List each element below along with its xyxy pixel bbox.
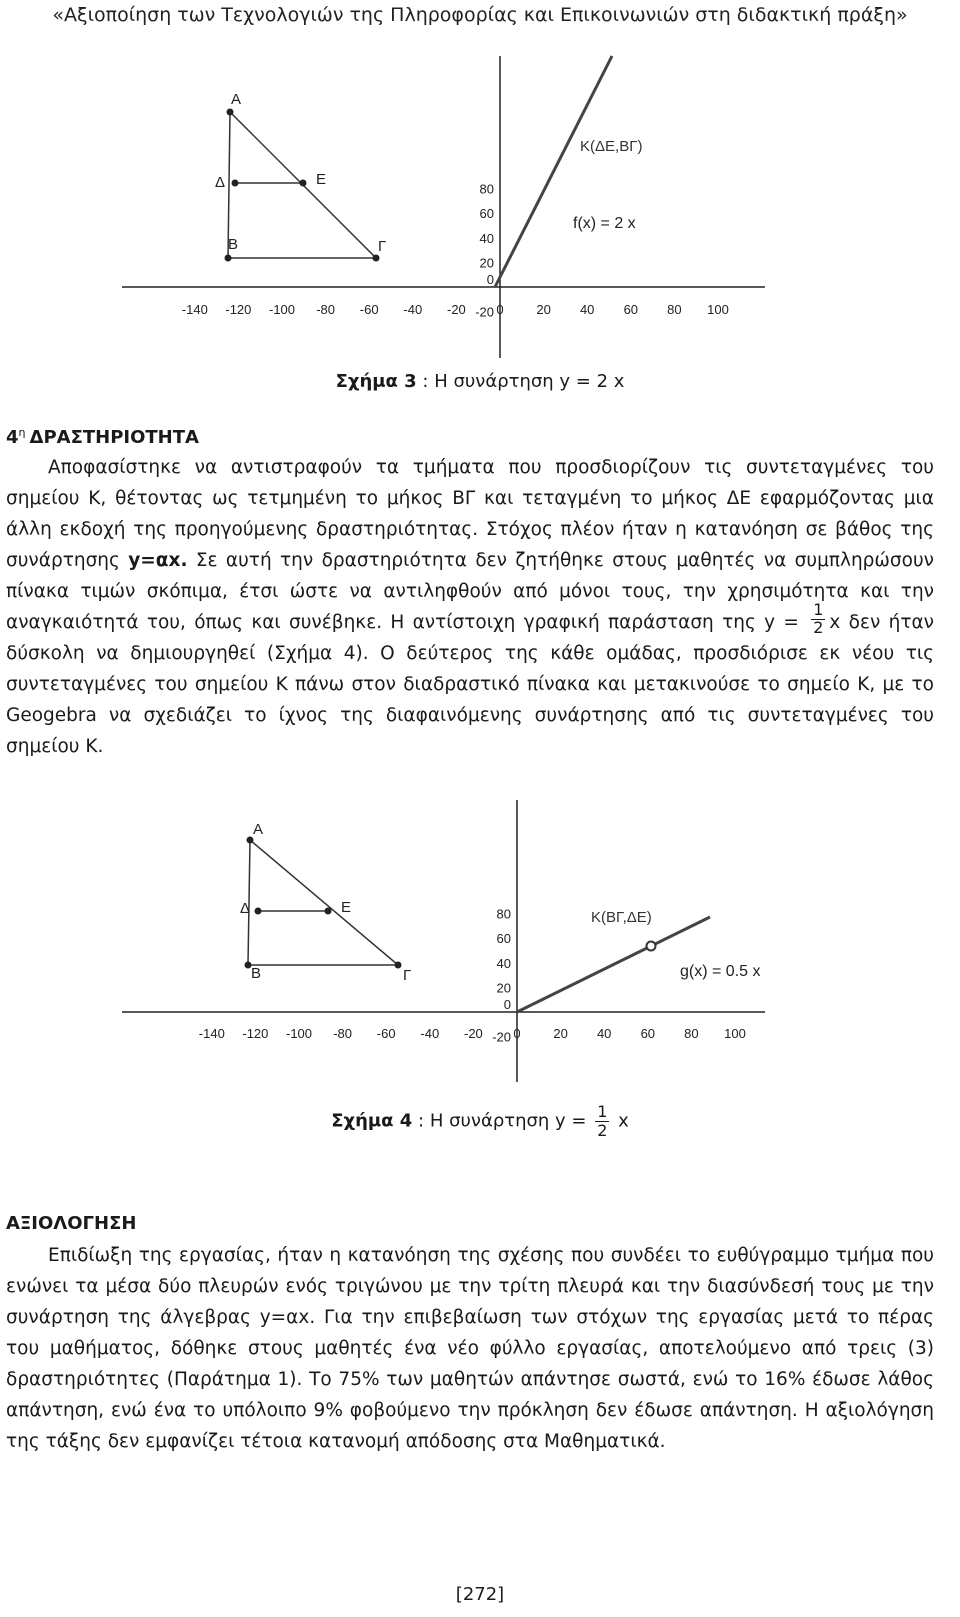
fig3-label-b: Β [228,236,239,253]
fig4-x-tick-label: -120 [242,1026,269,1041]
fig4-point-g [395,962,402,969]
fig4-y-tick-label: 40 [496,955,511,971]
figure-4 [0,800,960,1090]
fig4-y-tick-label: 60 [496,931,511,947]
fig4-y-tick-label: -20 [492,1029,511,1045]
fig3-point-k-label: Κ(ΔΕ,ΒΓ) [580,138,643,155]
fig4-x-tick-label: -80 [333,1026,352,1041]
figure-4-caption [0,1104,960,1139]
activity-text-3: x δεν ήταν δύσκολη να δημιουργηθεί (Σχήμα 4). Ο δεύτερος της κάθε ομάδας, προσδιόρισε εκ νέου τις συντεταγμένες του σημείου Κ πάνω στον διαδραστικό πίνακα και μετακινούσε το σημείο Κ, με το Geogebra να σχεδιάζει το ίχνος της διαφαινόμενης συνάρτησης από τις συντεταγμένες του σημείου Κ. [6,612,934,757]
fig4-x-tick-label: -20 [464,1026,483,1041]
running-header: «Αξιοποίηση των Τεχνολογιών της Πληροφορίας και Επικοινωνιών στη διδακτική πράξη» [52,4,908,26]
fig3-label-a: Α [231,91,242,108]
fig3-x-tick-label: 20 [536,302,551,317]
fig4-x-tick-label: 40 [596,1026,612,1041]
fig3-x-tick-labels [182,302,729,317]
fig3-x-tick-label: -100 [268,302,296,317]
fig3-x-tick-label: -60 [359,302,379,317]
fig4-x-tick-labels [199,1026,746,1041]
fig4-x-tick-label: 80 [684,1026,699,1041]
inline-fraction [811,602,825,636]
fig3-x-tick-label: 80 [667,302,682,317]
activity-heading [6,426,199,448]
figure-3 [0,50,960,370]
fig4-x-tick-label: 0 [513,1026,521,1041]
caption-fraction [595,1104,609,1139]
fig3-y-tick-label: 20 [479,255,494,271]
activity-heading-ordinal: η [18,426,26,439]
fig4-x-tick-label: -140 [198,1026,225,1041]
fig3-y-tick-label: 0 [486,272,494,287]
activity-text-2: Σε αυτή την δραστηριότητα δεν ζητήθηκε στους μαθητές να συμπληρώσουν πίνακα τιμών σκόπιμα, έτσι ώστε να αντιληφθούν από μόνοι τους, την χρησιμότητα και την αναγκαιότητά του, όπως και συνέβηκε. Η αντίστοιχη γραφική παράσταση της y = [6,550,934,633]
evaluation-paragraph [6,1240,934,1457]
fig3-x-tick-label: 60 [623,302,639,317]
figure-3-caption-text: : Η συνάρτηση y = 2 x [416,371,625,392]
fig3-function-label: f(x) = 2 x [573,215,636,232]
fig3-label-g: Γ [378,238,387,255]
fig4-x-tick-label: -60 [376,1026,396,1041]
page-number: [272] [455,1584,505,1605]
fraction-numerator: 1 [813,600,824,619]
fig4-point-k-label: Κ(ΒΓ,ΔΕ) [591,909,652,926]
fig4-label-b: Β [251,965,262,982]
fig3-x-tick-label: -20 [447,302,466,317]
caption-fraction-denominator: 2 [597,1121,608,1140]
fig4-x-tick-label: -100 [285,1026,313,1041]
fig4-label-a: Α [253,821,264,838]
fig3-x-tick-label: -80 [316,302,335,317]
fig4-label-g: Γ [403,967,412,984]
activity-paragraph [6,452,934,762]
fig4-x-tick-label: -40 [420,1026,440,1041]
figure-4-caption-tail: x [612,1110,629,1132]
fig4-y-tick-label: 0 [503,997,511,1012]
fig3-x-tick-label: 100 [707,302,729,317]
figure-4-graph [0,800,960,1090]
fig3-point-e [300,180,307,187]
fig3-y-tick-label: -20 [475,304,494,320]
fig3-x-tick-label: 0 [496,302,504,317]
fig3-x-tick-label: 40 [579,302,595,317]
fraction-denominator: 2 [813,618,824,637]
fig3-x-tick-label: -40 [403,302,423,317]
fig3-point-g [373,255,380,262]
figure-3-graph [0,50,960,370]
fig4-y-tick-label: 20 [496,980,511,996]
fig4-point-e [325,908,332,915]
fig3-point-d [232,180,239,187]
fig3-point-b [225,255,232,262]
activity-heading-number: 4 [6,427,19,448]
fig3-y-tick-label: 60 [479,206,494,222]
activity-bold-formula: y=αx. [128,550,188,571]
fig4-x-tick-label: 100 [724,1026,746,1041]
figure-3-caption [0,371,960,392]
figure-4-caption-text: : Η συνάρτηση y = [412,1110,593,1132]
fig3-x-tick-label: -120 [225,302,252,317]
fig4-function-label: g(x) = 0.5 x [680,963,761,980]
fig4-y-tick-labels [492,907,511,1045]
fig4-label-e: Ε [341,899,352,916]
caption-fraction-numerator: 1 [597,1102,608,1121]
fig4-y-tick-label: 80 [496,906,511,922]
activity-heading-text: ΔΡΑΣΤΗΡΙΟΤΗΤΑ [29,427,199,448]
fig4-triangle [240,821,411,984]
fig4-x-tick-label: 20 [553,1026,568,1041]
figure-3-caption-label: Σχήμα 3 [335,371,417,392]
fig3-triangle [215,91,386,262]
fig3-function-line [495,56,612,287]
activity-text-1: Αποφασίστηκε να αντιστραφούν τα τμήματα που προσδιορίζουν τις συντεταγμένες του σημείου Κ, θέτοντας ως τετμημένη το μήκος ΒΓ και τεταγμένη το μήκος ΔΕ εφαρμόζοντας μια άλλη εκδοχή της προηγούμενης δραστηριότητας. Στόχος πλέον ήταν η κατανόηση σε βάθος της συνάρτησης [6,457,934,571]
fig3-label-d: Δ [215,174,226,191]
fig3-label-e: Ε [316,171,327,188]
figure-4-caption-label: Σχήμα 4 [331,1110,413,1132]
fig4-point-k [647,942,656,951]
fig3-point-a [227,109,234,116]
fig3-x-tick-label: -140 [181,302,208,317]
fig3-y-tick-label: 80 [479,181,494,197]
evaluation-heading: ΑΞΙΟΛΟΓΗΣΗ [6,1213,137,1234]
fig3-y-tick-labels [475,182,494,320]
fig3-y-tick-label: 40 [479,230,494,246]
evaluation-text: Επιδίωξη της εργασίας, ήταν η κατανόηση της σχέσης που συνδέει το ευθύγραμμο τμήμα που ενώνει τα μέσα δύο πλευρών ενός τριγώνου με την τρίτη πλευρά και την διασύνδεσή τους με την συνάρτηση της άλγεβρας y=αx. Για την επιβεβαίωση των στόχων της εργασίας μετά το πέρας του μαθήματος, δόθηκε στους μαθητές ένα νέο φύλλο εργασίας, αποτελούμενο από τρεις (3) δραστηριότητες (Παράτημα 1). Το 75% των μαθητών απάντησε σωστά, ενώ το 16% έδωσε λάθος απάντηση, ενώ ένα το υπόλοιπο 9% φοβούμενο την πρόκληση δεν έδωσε απάντηση. Η αξιολόγηση της τάξης δεν εμφανίζει τέτοια κατανομή απόδοσης στα Μαθηματικά. [6,1245,934,1452]
fig4-x-tick-label: 60 [640,1026,656,1041]
fig4-label-d: Δ [240,900,251,917]
fig4-point-d [255,908,262,915]
